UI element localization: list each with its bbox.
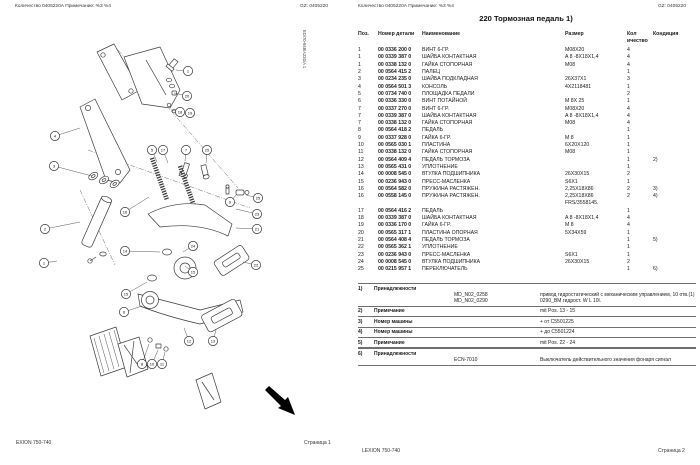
svg-text:11: 11 xyxy=(159,361,165,367)
svg-text:24: 24 xyxy=(190,243,196,249)
svg-text:1: 1 xyxy=(42,260,46,266)
fastener-set-bottom xyxy=(148,338,168,351)
svg-text:8: 8 xyxy=(140,361,144,367)
svg-text:21: 21 xyxy=(254,226,260,232)
callout-17 xyxy=(158,145,167,154)
callout-24 xyxy=(188,241,197,250)
table-row: 8 00 0564 418 2 ПЕДАЛЬ 1 xyxy=(358,127,630,134)
table-row: 5 00 0734 740 0 ПЛОЩАДКА ПЕДАЛИ 2 xyxy=(358,90,630,97)
svg-text:3: 3 xyxy=(52,163,56,169)
table-row: 14 00 0008 545 0 ВТУЛКА ПОДШИПНИКА 26X30X15 2 xyxy=(358,171,630,178)
col-header-part: Номер детали xyxy=(378,31,415,37)
switch-part xyxy=(236,190,249,195)
table-row: 24 00 0008 545 0 ВТУЛКА ПОДШИПНИКА 26X30X15 2 xyxy=(358,258,630,265)
footer-model: LEXION 750-740 xyxy=(362,448,401,454)
footer-page-num: Страница 1 xyxy=(304,440,331,446)
callout-25 xyxy=(253,193,262,202)
callout-7 xyxy=(181,145,190,154)
direction-arrow-icon xyxy=(265,386,295,415)
callout-12 xyxy=(184,336,193,345)
callout-3 xyxy=(49,161,58,170)
callout-19 xyxy=(185,108,194,117)
callout-10 xyxy=(147,359,156,368)
table-row: 21 00 0564 408 4 ПЕДАЛЬ ТОРМОЗА 1 5) xyxy=(358,236,658,243)
svg-text:20: 20 xyxy=(184,93,190,99)
footer-page-num: Страница 2 xyxy=(658,448,685,454)
table-row: 9 00 0337 928 0 ГАЙКА 6-ГР. M 8 1 xyxy=(358,134,630,141)
footnote: 5) Примечание mit Pos. 22 - 24 xyxy=(358,337,696,347)
page-header-right: GZ: 0405220 xyxy=(300,4,329,9)
table-row: 10 00 0565 030 1 ПЛАСТИНА 6X20X120 1 xyxy=(358,142,630,149)
footnote: 3) Номер машины + от C5501225 xyxy=(358,316,696,326)
svg-text:18: 18 xyxy=(177,109,183,115)
col-header-pos: Поз. xyxy=(358,31,369,37)
svg-text:16: 16 xyxy=(122,209,128,215)
pedal-pad xyxy=(201,298,243,333)
footnote: 4) Номер машины + до C5501224 xyxy=(358,327,696,337)
svg-text:25: 25 xyxy=(204,147,210,153)
svg-text:7: 7 xyxy=(184,147,188,153)
table-row: 23 00 0236 943 0 ПРЕСС-МАСЛЕНКА S6X1 1 xyxy=(358,251,630,258)
svg-text:1: 1 xyxy=(186,68,190,74)
svg-text:2: 2 xyxy=(43,226,47,232)
table-row: 3 00 0234 235 0 ШАЙБА ПОДКЛАДНАЯ 26X37X1 3 xyxy=(358,76,630,83)
callout-11 xyxy=(157,359,166,368)
upper-pedal-arm xyxy=(148,204,232,236)
page-header-left: Количество 0405220А Примечание: %3 %4 xyxy=(15,4,111,9)
svg-text:25: 25 xyxy=(255,195,261,201)
parts-table-body xyxy=(358,47,696,273)
table-row: 1 00 0338 132 0 ГАЙКА СТОПОРНАЯ M08 4 xyxy=(358,61,630,68)
table-row: 15 00 0236 943 0 ПРЕСС-МАСЛЕНКА S6X1 1 xyxy=(358,178,630,185)
support-bracket xyxy=(196,373,221,409)
table-row: 1 00 0339 387 0 ШАЙБА КОНТАКТНАЯ A 8 -8X18X1,4 4 xyxy=(358,54,630,61)
callout-13 xyxy=(208,336,217,345)
svg-text:4: 4 xyxy=(53,133,57,139)
callout-15 xyxy=(121,289,130,298)
table-row: 4 00 0564 501 3 КОНСОЛЬ 4X2118481 1 xyxy=(358,83,630,90)
svg-text:6: 6 xyxy=(122,309,126,315)
pedal-plate xyxy=(118,337,148,377)
table-row: 17 00 0564 416 2 ПЕДАЛЬ 1 xyxy=(358,207,630,214)
bearing-hub xyxy=(148,249,197,281)
callout-22 xyxy=(251,260,260,269)
callout-23 xyxy=(252,209,261,218)
table-row: 7 00 0337 270 0 ВИНТ 6-ГР. M08X20 4 xyxy=(358,105,630,112)
table-row: 16 00 0564 582 0 ПРУЖИНА РАСТЯЖЕН. 2,25X18X86 2 3) xyxy=(358,185,658,192)
callout-9 xyxy=(225,197,234,206)
svg-text:15: 15 xyxy=(123,291,129,297)
svg-text:17: 17 xyxy=(160,147,166,153)
svg-text:12: 12 xyxy=(186,338,192,344)
pivot-pin xyxy=(81,195,113,263)
col-header-condition: Кондиция xyxy=(653,31,679,37)
console-arm xyxy=(80,99,130,183)
table-row: 13 00 0565 431 0 УПЛОТНЕНИЕ 1 xyxy=(358,163,630,170)
callout-4 xyxy=(50,131,59,140)
footnote: 6) Принадлежности ECN-7010 Выключатель действительного значения фонаря сигнал xyxy=(358,347,696,365)
col-header-name: Наименование xyxy=(422,31,461,37)
callout-18 xyxy=(175,107,184,116)
callout-1 xyxy=(39,258,48,267)
table-row: 1 00 0336 200 0 ВИНТ 6-ГР. M08X20 4 xyxy=(358,47,630,54)
col-header-size: Размер xyxy=(565,31,584,37)
table-row: 11 00 0338 132 0 ГАЙКА СТОПОРНАЯ M08 1 xyxy=(358,149,630,156)
table-row: 6 00 0336 330 0 ВИНТ ПОТАЙНОЙ M 8X 25 1 xyxy=(358,98,630,105)
callout-25 xyxy=(202,145,211,154)
callout-20 xyxy=(182,91,191,100)
callout-1 xyxy=(183,66,192,75)
footnotes xyxy=(358,283,696,366)
footnote: 1) Принадлежности MD_N02_0258 привод гидростатический с механическим управлением, 10 отв.(1) MD_N02_0290 0290_ВМ гидрост. W L 10l. xyxy=(358,283,696,306)
table-row: 2 00 0564 415 2 ПАЛЕЦ 1 xyxy=(358,69,630,76)
parts-table xyxy=(358,31,696,273)
table-row: 12 00 0564 409 4 ПЕДАЛЬ ТОРМОЗА 1 2) xyxy=(358,156,658,163)
svg-text:9: 9 xyxy=(228,199,232,205)
parts-table-header xyxy=(358,31,696,44)
table-row: 20 00 0565 317 1 ПЛАСТИНА ОПОРНАЯ 5X34X59 1 xyxy=(358,229,630,236)
pedal-pad xyxy=(213,244,250,276)
svg-text:23: 23 xyxy=(254,211,260,217)
callout-6 xyxy=(119,307,128,316)
table-row: 7 00 0339 387 0 ШАЙБА КОНТАКТНАЯ A 8 -8X18X1,4 4 xyxy=(358,112,630,119)
callout-15 xyxy=(188,267,197,276)
drawing-reference-vertical: ED/70-948/A220/A 1 xyxy=(302,30,307,69)
table-row: 16 00 0558 145 0 ПРУЖИНА РАСТЯЖЕН. 2,25X18X86 FRS/3558145. 2 4) xyxy=(358,193,658,207)
footer-model: EXION 750-740 xyxy=(16,440,52,446)
svg-text:22: 22 xyxy=(253,262,259,268)
svg-text:10: 10 xyxy=(149,361,155,367)
callout-16 xyxy=(120,207,129,216)
grease-fitting xyxy=(226,185,229,194)
footnote: 2) Примечание mit Pos. 13 - 15 xyxy=(358,306,696,316)
catalog-page-parts-list xyxy=(352,0,700,465)
table-row: 7 00 0338 132 0 ГАЙКА СТОПОРНАЯ M08 4 xyxy=(358,120,630,127)
table-row: 22 00 0565 362 1 УПЛОТНЕНИЕ 1 xyxy=(358,244,630,251)
tension-spring xyxy=(152,158,167,200)
table-row: 19 00 0336 170 0 ГАЙКА 6-ГР. M 8 4 xyxy=(358,222,630,229)
callout-2 xyxy=(40,224,49,233)
svg-text:13: 13 xyxy=(210,338,216,344)
page-header-right: GZ: 0405220 xyxy=(657,4,686,9)
table-row: 18 00 0339 387 0 ШАЙБА КОНТАКТНАЯ A 8 -8X18X1,4 4 xyxy=(358,215,630,222)
callout-8 xyxy=(137,359,146,368)
svg-text:15: 15 xyxy=(190,269,196,275)
page-header-left: Количество 0405220А Примечание: %3 %4 xyxy=(358,4,454,9)
svg-text:5: 5 xyxy=(150,147,154,153)
callout-5 xyxy=(147,145,156,154)
console-bracket xyxy=(97,44,180,108)
callout-21 xyxy=(252,224,261,233)
col-header-qty: Кол ичество xyxy=(627,31,648,44)
svg-text:19: 19 xyxy=(187,110,193,116)
page-title: 220 Тормозная педаль 1) xyxy=(479,14,573,23)
svg-text:14: 14 xyxy=(122,248,128,254)
callout-14 xyxy=(120,246,129,255)
table-row: 25 00 0215 957 1 ПЕРЕКЛЮЧАТЕЛЬ 1 6) xyxy=(358,266,658,273)
